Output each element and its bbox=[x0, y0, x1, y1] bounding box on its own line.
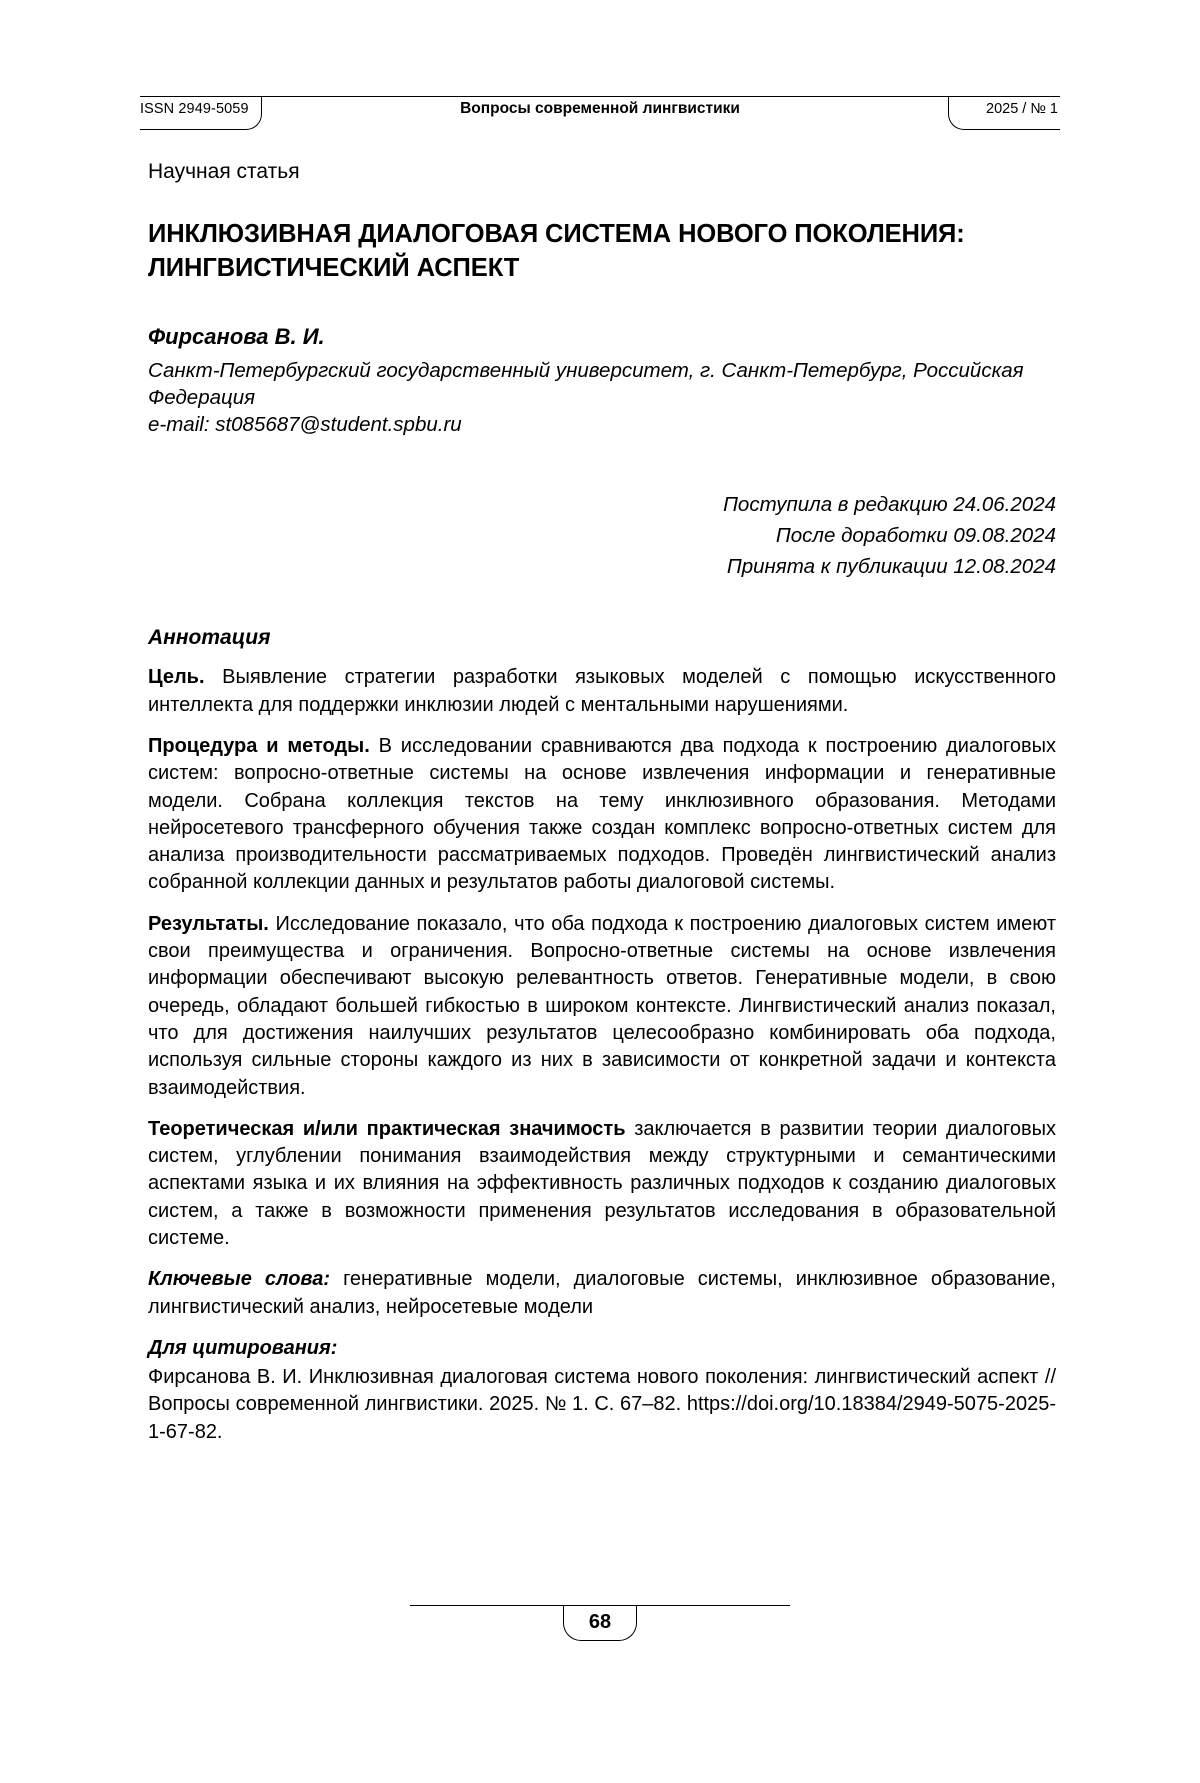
citation-text: Фирсанова В. И. Инклюзивная диалоговая система нового поколения: лингвистический аспект // Вопросы современной лингвистики. 2025. № 1. С. 67–82. https://doi.org/10.18384/2949-5075-2025-1-67-82. bbox=[148, 1365, 1056, 1443]
journal-title: Вопросы современной лингвистики bbox=[460, 100, 740, 117]
abstract-section-methods bbox=[148, 733, 1056, 897]
keywords-text: генеративные модели, диалоговые системы, инклюзивное образование, лингвистический анализ, нейросетевые модели bbox=[148, 1268, 1056, 1318]
abstract-section-results bbox=[148, 911, 1056, 1102]
abstract-heading: Аннотация bbox=[148, 626, 271, 650]
author-email: e-mail: st085687@student.spbu.ru bbox=[148, 412, 462, 436]
issn-text: ISSN 2949-5059 bbox=[140, 101, 249, 117]
abstract-section-significance bbox=[148, 1116, 1056, 1252]
abstract-text-purpose: Выявление стратегии разработки языковых моделей с помощью искусственного интеллекта для поддержки инклюзии людей с ментальными нарушениями. bbox=[148, 666, 1056, 716]
abstract-text-significance: заключается в развитии теории диалоговых систем, углублении понимания взаимодействия между структурными и семантическими аспектами языка и их влияния на эффективность различных подходов к созданию диалоговых систем, а также в возможности применения результатов исследования в образовательной системе. bbox=[148, 1117, 1056, 1250]
article-content bbox=[148, 160, 1056, 1446]
author-affiliation: Санкт-Петербургский государственный университет, г. Санкт-Петербург, Российская Федерация bbox=[148, 358, 1024, 409]
date-accepted: Принята к публикации 12.08.2024 bbox=[726, 555, 1056, 579]
abstract-label-methods: Процедура и методы. bbox=[148, 734, 370, 757]
page-footer bbox=[0, 1605, 1200, 1665]
author-name: Фирсанова В. И. bbox=[148, 323, 325, 349]
running-head bbox=[140, 96, 1060, 130]
page-number: 68 bbox=[588, 1611, 612, 1633]
date-received: Поступила в редакцию 24.06.2024 bbox=[723, 492, 1056, 516]
page-title: ИНКЛЮЗИВНАЯ ДИАЛОГОВАЯ СИСТЕМА НОВОГО ПОКОЛЕНИЯ: ЛИНГВИСТИЧЕСКИЙ АСПЕКТ bbox=[148, 220, 965, 282]
abstract-text-methods: В исследовании сравниваются два подхода к построению диалоговых систем: вопросно-ответные системы на основе извлечения информации и генеративные модели. Собрана коллекция текстов на тему инклюзивного образования. Методами нейросетевого трансферного обучения также создан комплекс вопросно-ответных систем для анализа производительности рассматриваемых подходов. Проведён лингвистический анализ собранной коллекции данных и результатов работы диалоговой системы. bbox=[148, 734, 1056, 894]
abstract-text-results: Исследование показало, что оба подхода к построению диалоговых систем имеют свои преимущества и ограничения. Вопросно-ответные системы на основе извлечения информации обеспечивают высокую релевантность ответов. Генеративные модели, в свою очередь, обладают большей гибкостью в широком контексте. Лингвистический анализ показал, что для достижения наилучших результатов целесообразно комбинировать оба подхода, используя сильные стороны каждого из них в зависимости от конкретной задачи и контекста взаимодействия. bbox=[148, 912, 1056, 1099]
abstract-section-purpose bbox=[148, 664, 1056, 719]
abstract-label-significance: Теоретическая и/или практическая значимость bbox=[148, 1117, 626, 1140]
article-type-label: Научная статья bbox=[148, 160, 300, 183]
abstract-label-purpose: Цель. bbox=[148, 666, 205, 689]
submission-dates bbox=[148, 489, 1056, 582]
date-revised: После доработки 09.08.2024 bbox=[775, 524, 1056, 548]
citation-heading: Для цитирования: bbox=[148, 1336, 338, 1359]
keywords-block bbox=[148, 1266, 1056, 1321]
abstract-label-results: Результаты. bbox=[148, 912, 269, 935]
issue-number: 2025 / № 1 bbox=[986, 101, 1058, 117]
keywords-label: Ключевые слова: bbox=[148, 1268, 331, 1291]
